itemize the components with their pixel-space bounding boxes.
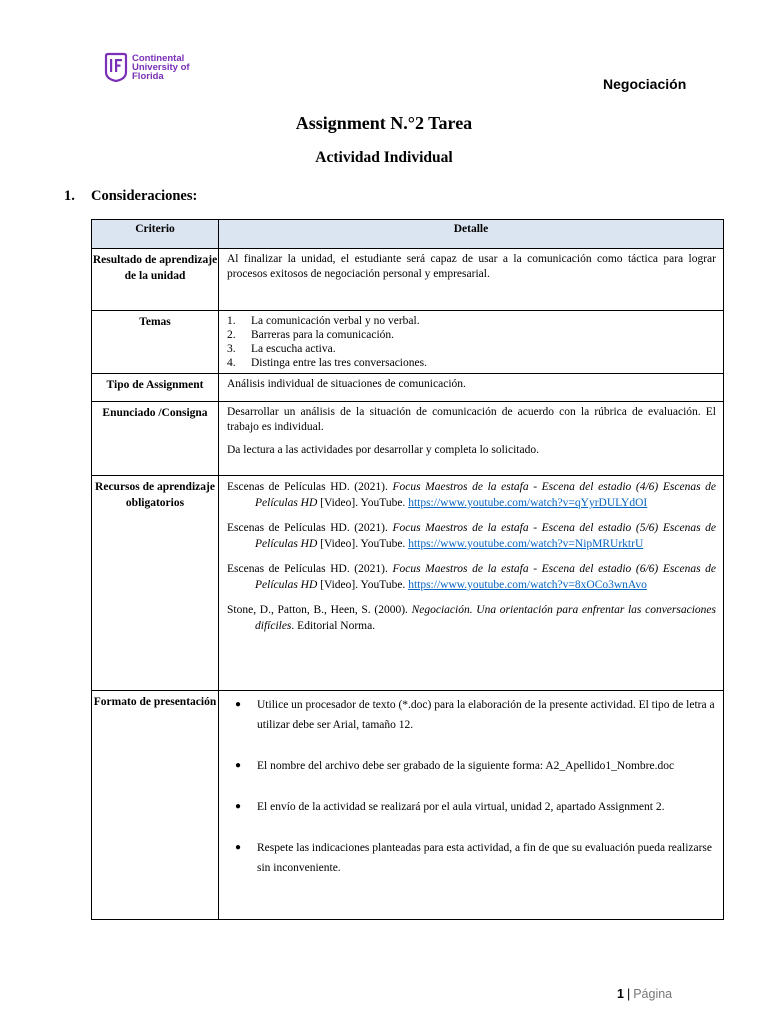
criterio-cell: Formato de presentación: [92, 691, 219, 920]
bullet-icon: ●: [235, 801, 242, 812]
list-item: ● Utilice un procesador de texto (*.doc) para la elaboración de la presente actividad. El tipo de letra a utilizar debe ser Arial, tamaño 12.: [227, 695, 716, 735]
detalle-cell: Al finalizar la unidad, el estudiante será capaz de usar a la comunicación como táctica para lograr procesos exitosos de negociación personal y empresarial.: [219, 249, 724, 311]
page-footer: [617, 987, 672, 1001]
detalle-cell: [219, 402, 724, 476]
detalle-cell: [219, 476, 724, 691]
enunciado-text: Desarrollar un análisis de la situación de comunicación de acuerdo con la rúbrica de evaluación. El trabajo es individual.: [227, 406, 716, 433]
section-number: 1.: [64, 188, 75, 204]
bullet-icon: ●: [235, 699, 242, 710]
resource-item: Stone, D., Patton, B., Heen, S. (2000). Negociación. Una orientación para enfrentar las conversaciones difíciles. Editorial Norma.: [227, 604, 716, 632]
page-number: 1: [617, 987, 624, 1001]
bullet-icon: ●: [235, 760, 242, 771]
enunciado-text: Da lectura a las actividades por desarrollar y completa lo solicitado.: [227, 444, 539, 456]
resource-link[interactable]: https://www.youtube.com/watch?v=NipMRUrktrU: [408, 538, 644, 550]
course-name: Negociación: [603, 76, 687, 92]
list-item: ● El envío de la actividad se realizará por el aula virtual, unidad 2, apartado Assignment 2.: [227, 797, 716, 817]
logo-line: Continental: [132, 52, 185, 64]
resource-item: Escenas de Películas HD. (2021). Focus Maestros de la estafa - Escena del estadio (4/6) Escenas de Películas HD [Video]. YouTube. https://www.youtube.com/watch?v=qYyrDULYdOI: [227, 481, 716, 509]
temas-list: [227, 314, 716, 370]
criterio-cell: Tipo de Assignment: [92, 374, 219, 402]
detalle-cell: Análisis individual de situaciones de comunicación.: [219, 374, 724, 402]
logo-line: University of: [132, 61, 190, 73]
resource-link[interactable]: https://www.youtube.com/watch?v=qYyrDULYdOI: [408, 497, 648, 509]
criterio-cell: Recursos de aprendizaje obligatorios: [92, 476, 219, 691]
page-subtitle: Actividad Individual: [315, 149, 453, 166]
row-tipo: [92, 374, 724, 402]
considerations-table: [91, 219, 724, 920]
criterio-cell: Temas: [92, 311, 219, 374]
header-criterio: Criterio: [92, 220, 219, 249]
logo-mark-icon: [104, 52, 128, 82]
criterio-cell: Enunciado /Consigna: [92, 402, 219, 476]
resource-item: Escenas de Películas HD. (2021). Focus Maestros de la estafa - Escena del estadio (6/6) Escenas de Películas HD [Video]. YouTube. https://www.youtube.com/watch?v=8xOCo3wnAvo: [227, 563, 716, 591]
detalle-cell: [219, 311, 724, 374]
row-formato: [92, 691, 724, 920]
detalle-cell: [219, 691, 724, 920]
list-item: 2. Barreras para la comunicación.: [227, 329, 395, 341]
university-logo: [104, 52, 190, 82]
page-word: Página: [633, 987, 673, 1001]
row-resultado: [92, 249, 724, 311]
table-header-row: [92, 220, 724, 249]
list-item: 1. La comunicación verbal y no verbal.: [227, 315, 420, 327]
list-item: 3. La escucha activa.: [227, 343, 336, 355]
list-item: ● Respete las indicaciones planteadas para esta actividad, a fin de que su evaluación pueda realizarse sin inconveniente.: [227, 838, 716, 878]
logo-line: Florida: [132, 70, 164, 82]
list-item: ● El nombre del archivo debe ser grabado de la siguiente forma: A2_Apellido1_Nombre.doc: [227, 756, 716, 776]
criterio-cell: Resultado de aprendizaje de la unidad: [92, 249, 219, 311]
logo-text: [132, 54, 190, 81]
resource-link[interactable]: https://www.youtube.com/watch?v=8xOCo3wnAvo: [408, 579, 647, 591]
row-temas: [92, 311, 724, 374]
header-detalle: Detalle: [219, 220, 724, 249]
footer-separator: |: [626, 987, 631, 1001]
list-item: 4. Distinga entre las tres conversaciones.: [227, 357, 427, 369]
section-label: Consideraciones:: [91, 188, 198, 204]
resource-item: Escenas de Películas HD. (2021). Focus Maestros de la estafa - Escena del estadio (5/6) Escenas de Películas HD [Video]. YouTube. https://www.youtube.com/watch?v=NipMRUrktrU: [227, 522, 716, 550]
row-enunciado: [92, 402, 724, 476]
row-recursos: [92, 476, 724, 691]
page-title: Assignment N.°2 Tarea: [295, 113, 473, 133]
section-heading: [64, 188, 197, 205]
bullet-icon: ●: [235, 842, 242, 853]
